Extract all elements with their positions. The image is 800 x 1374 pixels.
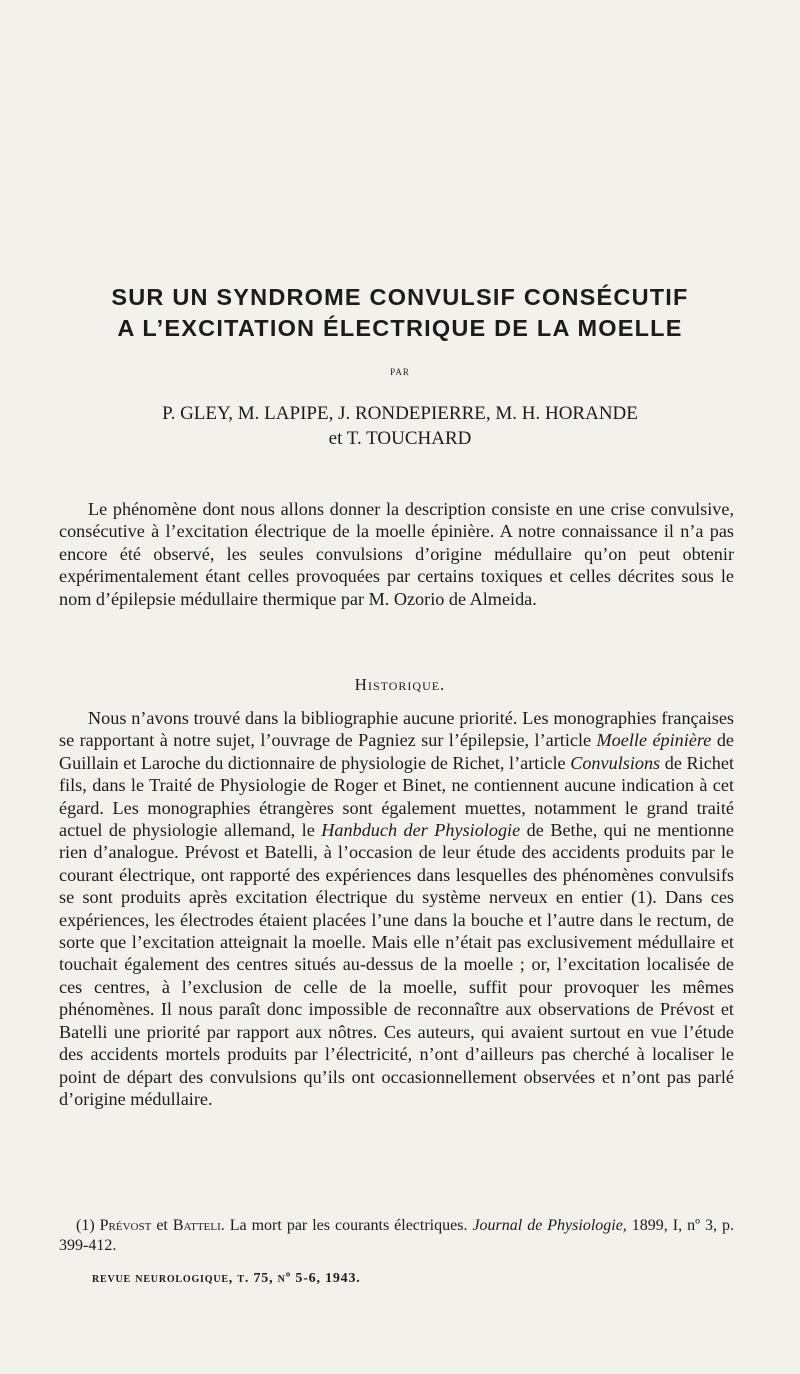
history-italic-handbuch: Hanbduch der Physiologie [321, 820, 521, 841]
footnote-journal: Journal de Physiologie, [472, 1217, 627, 1234]
footnote-conj: et [156, 1217, 168, 1234]
footnote-title: . La mort par les courants électriques. [220, 1217, 473, 1234]
history-text-3: de Richet fils, dans le Traité de Physiologie de Roger et Binet, ne contiennent aucune indication à cet égard. Les monographies étrangères sont également muettes, notamment le grand traité actuel de physiologie allemand, le [59, 752, 734, 841]
history-text-2: de Guillain et Laroche du dictionnaire de physiologie de Richet, l’article [59, 730, 734, 773]
byline-par: PAR [390, 367, 410, 377]
footnote-mark: (1) [76, 1217, 95, 1234]
history-text-1: Nous n’avons trouvé dans la bibliographie aucune priorité. Les monographies françaises se rapportant à notre sujet, l’ouvrage de Pagniez sur l’épilepsie, l’article [59, 708, 734, 751]
authors-line-2: et T. TOUCHARD [328, 428, 472, 449]
title-line-1: SUR UN SYNDROME CONVULSIF CONSÉCUTIF [111, 284, 689, 310]
history-italic-convulsions: Convulsions [570, 752, 661, 773]
article-title [40, 282, 760, 344]
footnote-author-2: Batteli [172, 1217, 221, 1234]
history-italic-moelle: Moelle épinière [596, 730, 712, 751]
history-text-4: de Bethe, qui ne mentionne rien d’analogue. Prévost et Batelli, à l’occasion de leur étude des accidents produits par le courant électrique, ont rapporté des expériences dans lesquelles des phénomènes convulsifs se sont produits après excitation électrique du système nerveux en entier (1). Dans ces expériences, les électrodes étaient placées l’une dans la bouche et l’autre dans le rectum, de sorte que l’excitation atteignait la moelle. Mais elle n’était pas exclusivement médullaire et touchait également des centres situés au-dessus de la moelle ; or, l’excitation localisée de ces centres, à l’exclusion de celle de la moelle, suffit pour provoquer les mêmes phénomènes. Il nous paraît donc impossible de reconnaître aux observations de Prévost et Batelli une priorité par rapport aux nôtres. Ces auteurs, qui avaient surtout en vue l’étude des accidents mortels produits par l’électricité, n’ont d’ailleurs pas cherché à localiser le point de départ des convulsions qu’ils ont occasionnellement observées et n’ont pas parlé d’origine médullaire. [59, 820, 734, 1109]
authors [40, 401, 760, 451]
journal-citation: revue neurologique, t. 75, nº 5-6, 1943. [92, 1271, 361, 1286]
footnote-ref: 1899, I, nº 3, p. 399-412. [59, 1217, 735, 1254]
footnote [59, 1216, 734, 1256]
authors-line-1: P. GLEY, M. LAPIPE, J. RONDEPIERRE, M. H. HORANDE [162, 403, 638, 424]
section-heading-historique: Historique. [354, 675, 446, 694]
history-paragraph [59, 707, 734, 1110]
intro-paragraph: Le phénomène dont nous allons donner la description consiste en une crise convulsive, consécutive à l’excitation électrique de la moelle épinière. A notre connaissance il n’a pas encore été observé, les seules convulsions d’origine médullaire qu’on peut obtenir expérimentalement étant celles provoquées par certains toxiques et celles décrites sous le nom d’épilepsie médullaire thermique par M. Ozorio de Almeida. [59, 499, 734, 609]
title-line-2: A L’EXCITATION ÉLECTRIQUE DE LA MOELLE [117, 315, 683, 341]
footnote-author-1: Prévost [99, 1217, 152, 1234]
